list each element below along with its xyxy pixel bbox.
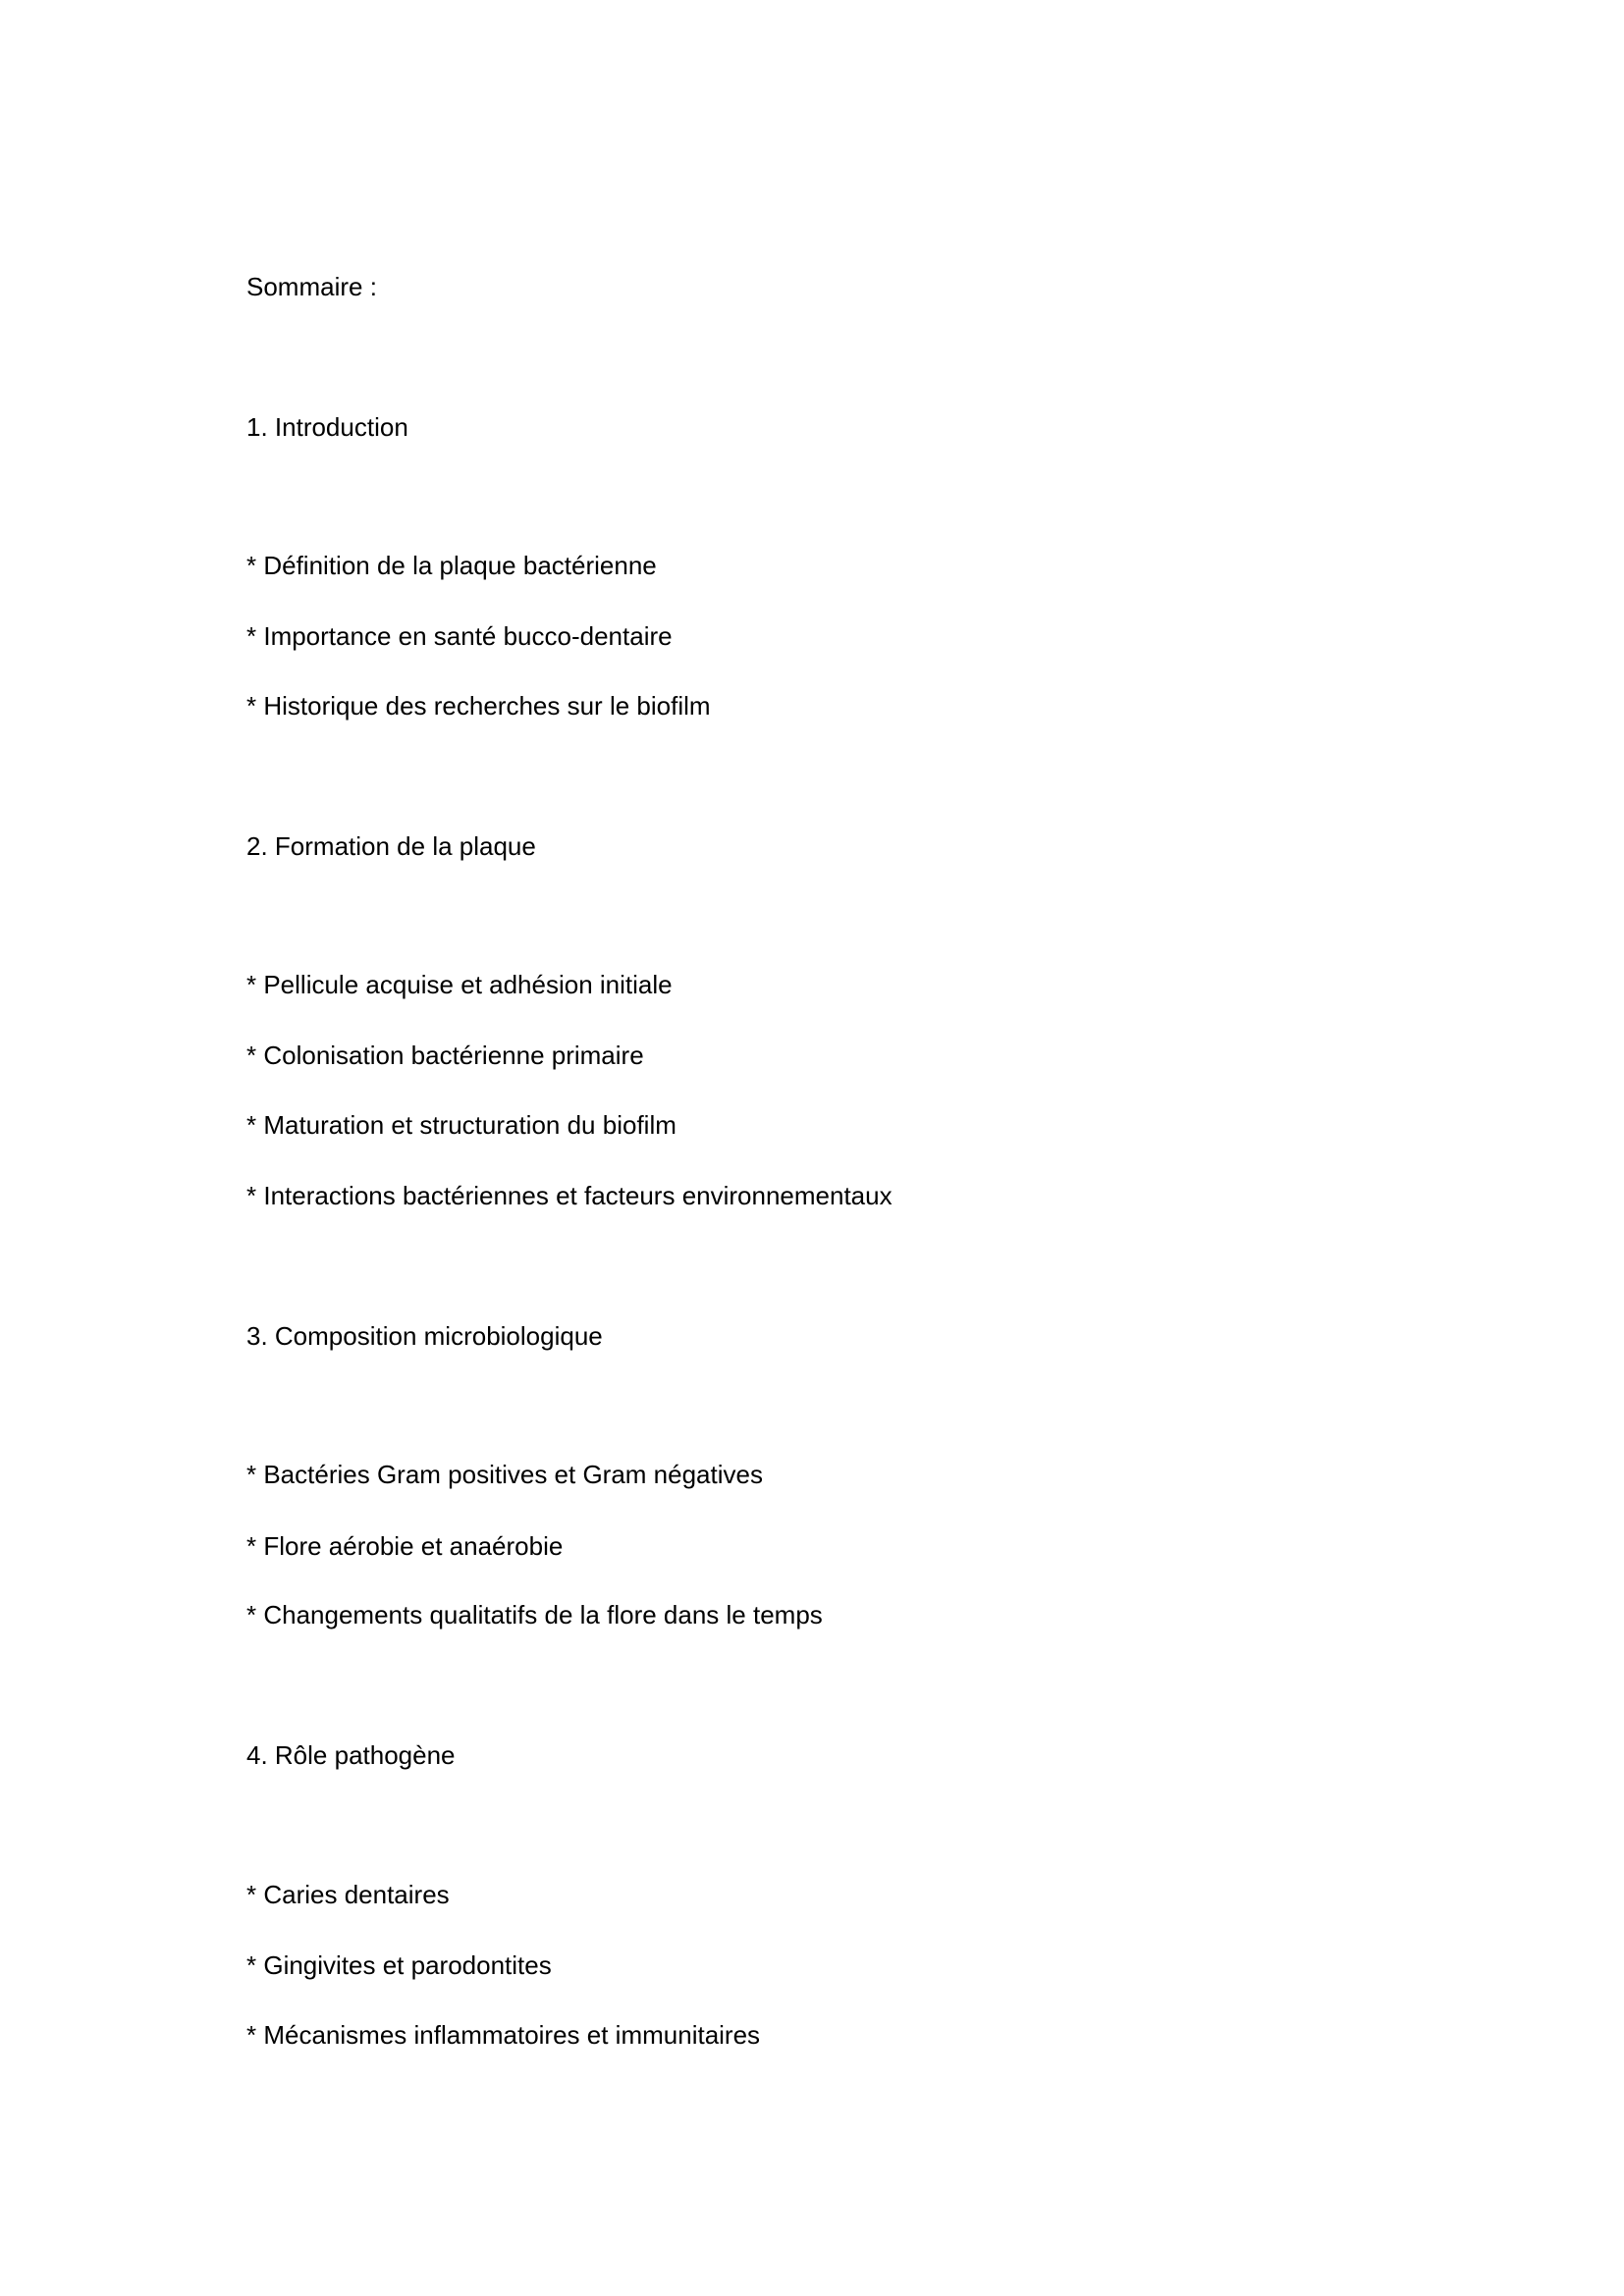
list-item: * Historique des recherches sur le biofilm bbox=[246, 691, 711, 721]
list-item: * Mécanismes inflammatoires et immunitaires bbox=[246, 2020, 761, 2050]
section-heading: 4. Rôle pathogène bbox=[246, 1740, 456, 1770]
list-item: * Importance en santé bucco-dentaire bbox=[246, 621, 673, 651]
list-item: * Colonisation bactérienne primaire bbox=[246, 1041, 644, 1070]
toc-title: Sommaire : bbox=[246, 272, 377, 301]
list-item: * Pellicule acquise et adhésion initiale bbox=[246, 970, 673, 999]
section-heading: 1. Introduction bbox=[246, 412, 408, 442]
list-item: * Flore aérobie et anaérobie bbox=[246, 1531, 564, 1561]
list-item: * Bactéries Gram positives et Gram négatives bbox=[246, 1460, 763, 1489]
list-item: * Définition de la plaque bactérienne bbox=[246, 551, 657, 580]
list-item: * Maturation et structuration du biofilm bbox=[246, 1110, 677, 1140]
list-item: * Gingivites et parodontites bbox=[246, 1950, 552, 1980]
list-item: * Caries dentaires bbox=[246, 1880, 450, 1909]
list-item: * Interactions bactériennes et facteurs environnementaux bbox=[246, 1181, 893, 1210]
section-heading: 3. Composition microbiologique bbox=[246, 1321, 603, 1351]
section-heading: 2. Formation de la plaque bbox=[246, 831, 536, 861]
list-item: * Changements qualitatifs de la flore dans le temps bbox=[246, 1600, 823, 1629]
